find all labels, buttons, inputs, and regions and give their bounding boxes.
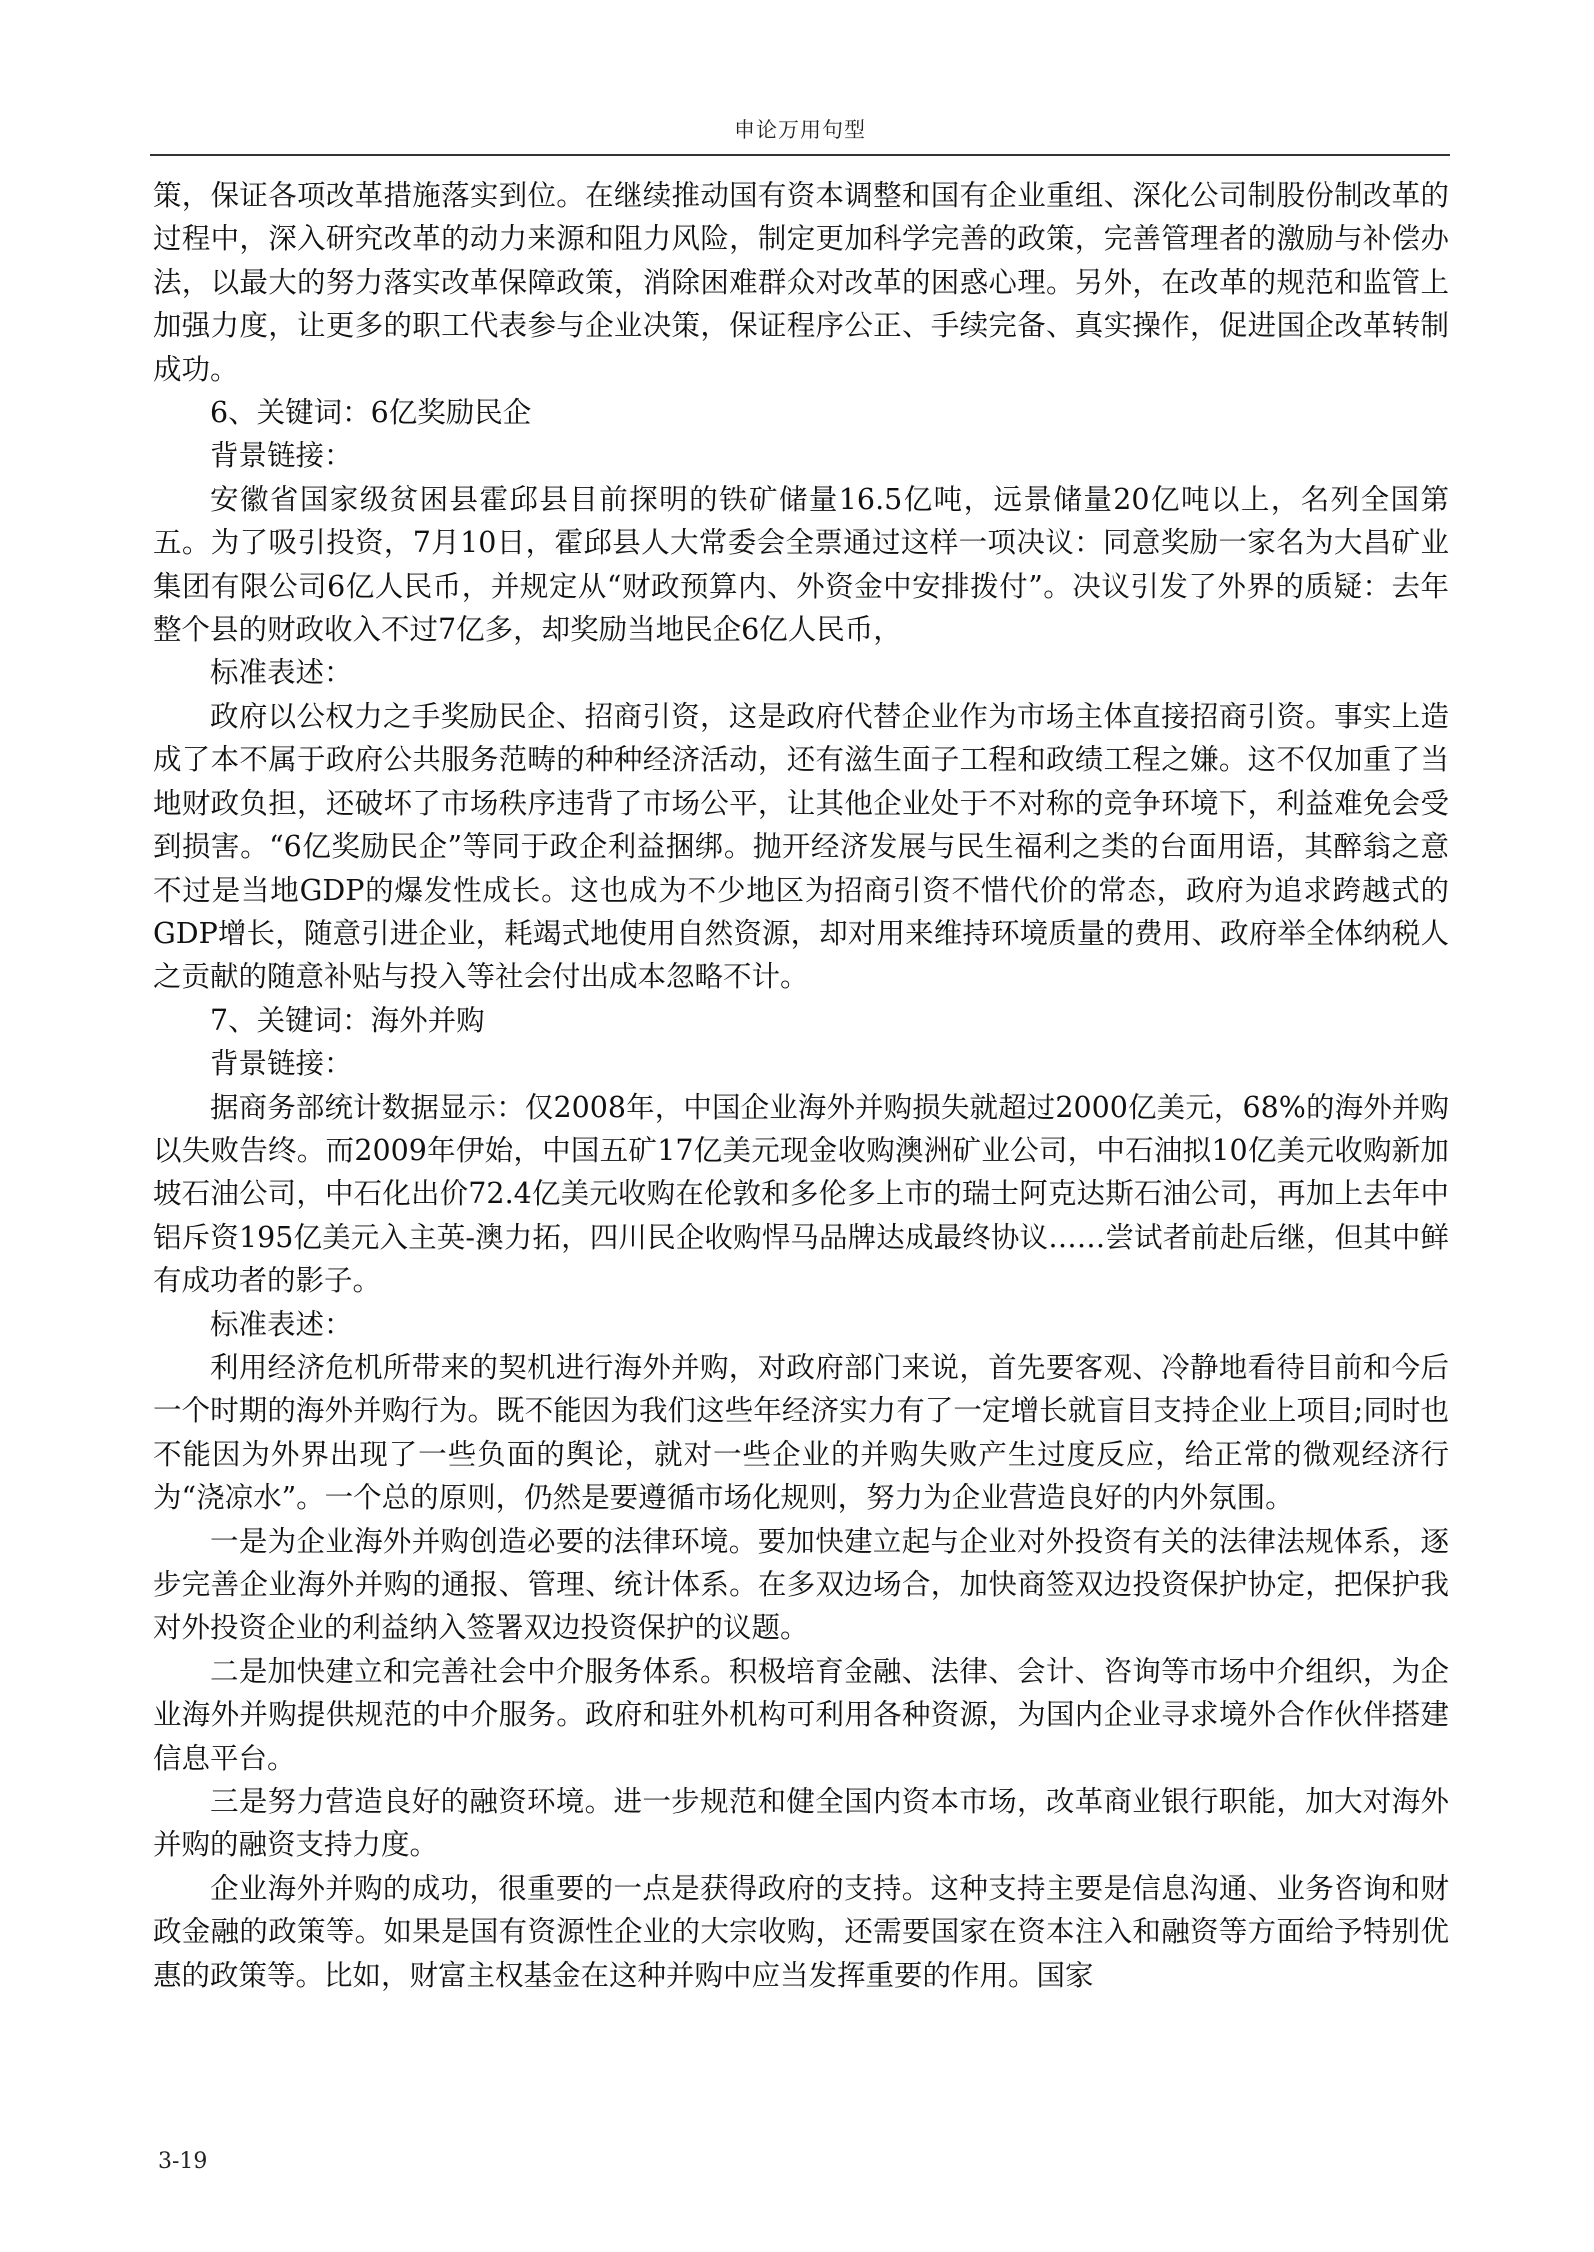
section-heading-7: 7、关键词：海外并购 bbox=[210, 1003, 485, 1037]
page-number: 3-19 bbox=[158, 2149, 208, 2174]
body-text bbox=[153, 174, 1449, 1997]
paragraph: 一是为企业海外并购创造必要的法律环境。要加快建立起与企业对外投资有关的法律法规体系，逐步完善企业海外并购的通报、管理、统计体系。在多双边场合，加快商签双边投资保护协定，把保护我对外投资企业的利益纳入签署双边投资保护的议题。 bbox=[153, 1524, 1449, 1645]
paragraph: 企业海外并购的成功，很重要的一点是获得政府的支持。这种支持主要是信息沟通、业务咨询和财政金融的政策等。如果是国有资源性企业的大宗收购，还需要国家在资本注入和融资等方面给予特别优惠的政策等。比如，财富主权基金在这种并购中应当发挥重要的作用。国家 bbox=[153, 1871, 1449, 1992]
subheading-standard-statement: 标准表述： bbox=[210, 1307, 353, 1341]
paragraph: 据商务部统计数据显示：仅2008年，中国企业海外并购损失就超过2000亿美元，68%的海外并购以失败告终。而2009年伊始，中国五矿17亿美元现金收购澳洲矿业公司，中石油拟10亿美元收购新加坡石油公司，中石化出价72.4亿美元收购在伦敦和多伦多上市的瑞士阿克达斯石油公司，再加上去年中铝斥资195亿美元入主英-澳力拓，四川民企收购悍马品牌达成最终协议……尝试者前赴后继，但其中鲜有成功者的影子。 bbox=[153, 1090, 1449, 1298]
subheading-standard-statement: 标准表述： bbox=[210, 656, 353, 690]
running-header: 申论万用句型 bbox=[734, 118, 866, 142]
paragraph: 安徽省国家级贫困县霍邱县目前探明的铁矿储量16.5亿吨，远景储量20亿吨以上，名列全国第五。为了吸引投资，7月10日，霍邱县人大常委会全票通过这样一项决议：同意奖励一家名为大昌矿业集团有限公司6亿人民币，并规定从“财政预算内、外资金中安排拨付”。决议引发了外界的质疑：去年整个县的财政收入不过7亿多，却奖励当地民企6亿人民币， bbox=[153, 482, 1449, 647]
paragraph: 二是加快建立和完善社会中介服务体系。积极培育金融、法律、会计、咨询等市场中介组织，为企业海外并购提供规范的中介服务。政府和驻外机构可利用各种资源，为国内企业寻求境外合作伙伴搭建信息平台。 bbox=[153, 1654, 1449, 1775]
paragraph-continuation: 策，保证各项改革措施落实到位。在继续推动国有资本调整和国有企业重组、深化公司制股份制改革的过程中，深入研究改革的动力来源和阻力风险，制定更加科学完善的政策，完善管理者的激励与补偿办法，以最大的努力落实改革保障政策，消除困难群众对改革的困惑心理。另外，在改革的规范和监管上加强力度，让更多的职工代表参与企业决策，保证程序公正、手续完备、真实操作，促进国企改革转制成功。 bbox=[153, 179, 1449, 386]
paragraph: 三是努力营造良好的融资环境。进一步规范和健全国内资本市场，改革商业银行职能，加大对海外并购的融资支持力度。 bbox=[153, 1785, 1449, 1862]
header-rule bbox=[150, 154, 1450, 156]
paragraph: 政府以公权力之手奖励民企、招商引资，这是政府代替企业作为市场主体直接招商引资。事实上造成了本不属于政府公共服务范畴的种种经济活动，还有滋生面子工程和政绩工程之嫌。这不仅加重了当地财政负担，还破坏了市场秩序违背了市场公平，让其他企业处于不对称的竞争环境下，利益难免会受到损害。“6亿奖励民企”等同于政企利益捆绑。抛开经济发展与民生福利之类的台面用语，其醉翁之意不过是当地GDP的爆发性成长。这也成为不少地区为招商引资不惜代价的常态，政府为追求跨越式的GDP增长，随意引进企业，耗竭式地使用自然资源，却对用来维持环境质量的费用、政府举全体纳税人之贡献的随意补贴与投入等社会付出成本忽略不计。 bbox=[153, 699, 1449, 994]
subheading-background: 背景链接： bbox=[210, 1047, 353, 1081]
subheading-background: 背景链接： bbox=[210, 439, 353, 473]
section-heading-6: 6、关键词：6亿奖励民企 bbox=[210, 396, 532, 430]
paragraph: 利用经济危机所带来的契机进行海外并购，对政府部门来说，首先要客观、冷静地看待目前和今后一个时期的海外并购行为。既不能因为我们这些年经济实力有了一定增长就盲目支持企业上项目;同时也不能因为外界出现了一些负面的舆论，就对一些企业的并购失败产生过度反应，给正常的微观经济行为“浇凉水”。一个总的原则，仍然是要遵循市场化规则，努力为企业营造良好的内外氛围。 bbox=[153, 1350, 1449, 1515]
